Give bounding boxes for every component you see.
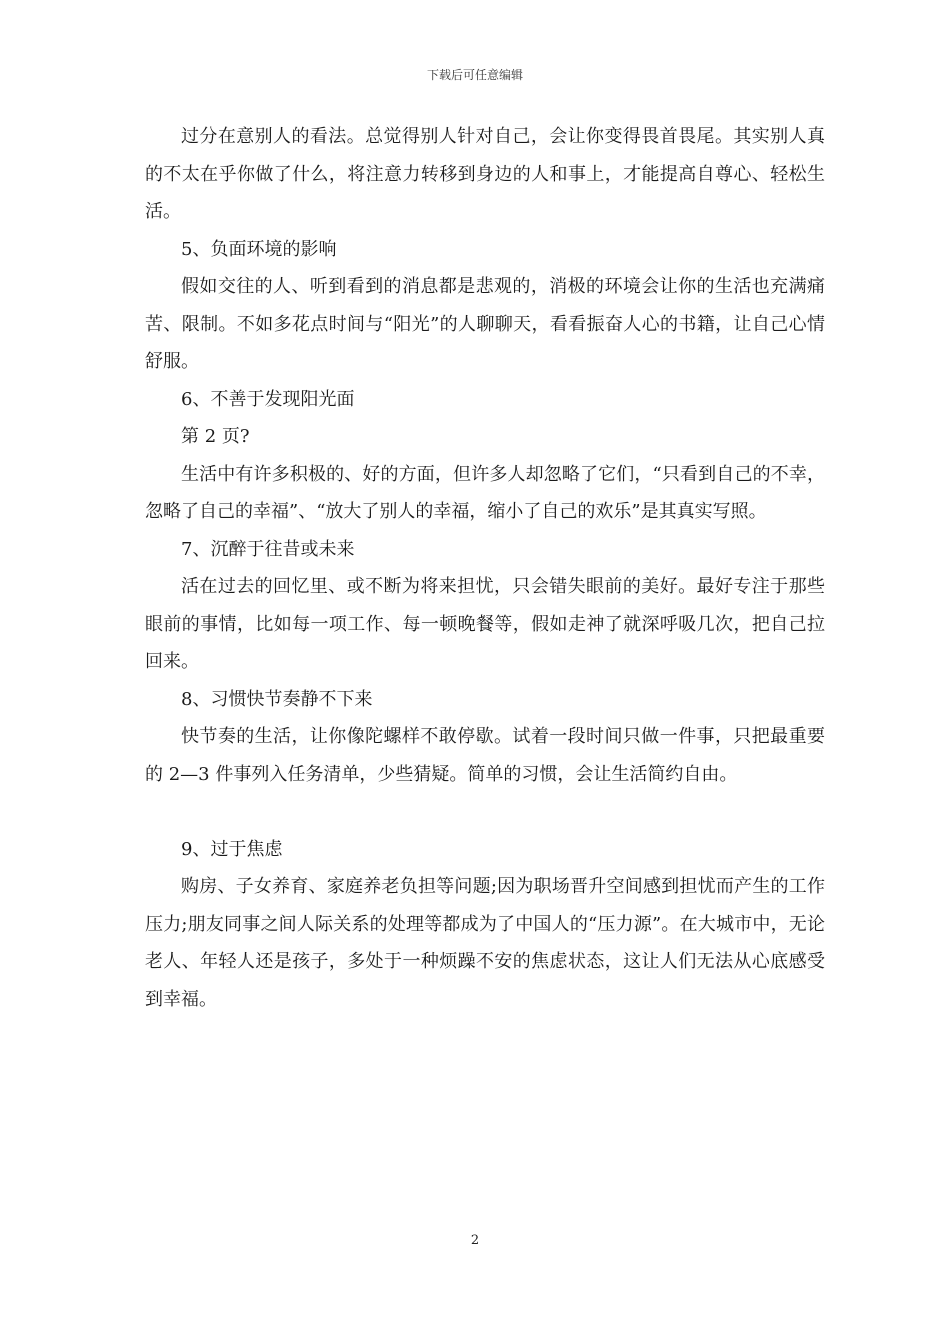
paragraph-8: 快节奏的生活，让你像陀螺样不敢停歇。试着一段时间只做一件事，只把最重要的 2—3 件事列入任务清单，少些猜疑。简单的习惯，会让生活简约自由。 bbox=[145, 726, 825, 785]
paragraph-5: 假如交往的人、听到看到的消息都是悲观的，消极的环境会让你的生活也充满痛苦、限制。不如多花点时间与“阳光”的人聊聊天，看看振奋人心的书籍，让自己心情舒服。 bbox=[145, 276, 825, 372]
paragraph-intro: 过分在意别人的看法。总觉得别人针对自己，会让你变得畏首畏尾。其实别人真的不太在乎你做了什么，将注意力转移到身边的人和事上，才能提高自尊心、轻松生活。 bbox=[145, 126, 825, 222]
paragraph-6: 生活中有许多积极的、好的方面，但许多人却忽略了它们，“只看到自己的不幸，忽略了自己的幸福”、“放大了别人的幸福，缩小了自己的欢乐”是其真实写照。 bbox=[145, 463, 825, 522]
page-header: 下载后可任意编辑 bbox=[426, 68, 523, 82]
blank-line bbox=[145, 793, 825, 831]
heading-6: 6、不善于发现阳光面 bbox=[181, 388, 355, 410]
heading-9: 9、过于焦虑 bbox=[181, 838, 283, 860]
document-body bbox=[145, 118, 825, 1018]
heading-8: 8、习惯快节奏静不下来 bbox=[181, 688, 373, 710]
page-number: 2 bbox=[470, 1233, 480, 1248]
heading-5: 5、负面环境的影响 bbox=[181, 238, 337, 260]
page-marker: 第 2 页? bbox=[181, 426, 250, 447]
heading-7: 7、沉醉于往昔或未来 bbox=[181, 538, 355, 560]
paragraph-9: 购房、子女养育、家庭养老负担等问题;因为职场晋升空间感到担忧而产生的工作压力;朋友同事之间人际关系的处理等都成为了中国人的“压力源”。在大城市中，无论老人、年轻人还是孩子，多处于一种烦躁不安的焦虑状态，这让人们无法从心底感受到幸福。 bbox=[145, 876, 825, 1010]
paragraph-7: 活在过去的回忆里、或不断为将来担忧，只会错失眼前的美好。最好专注于那些眼前的事情，比如每一项工作、每一顿晚餐等，假如走神了就深呼吸几次，把自己拉回来。 bbox=[145, 576, 825, 672]
